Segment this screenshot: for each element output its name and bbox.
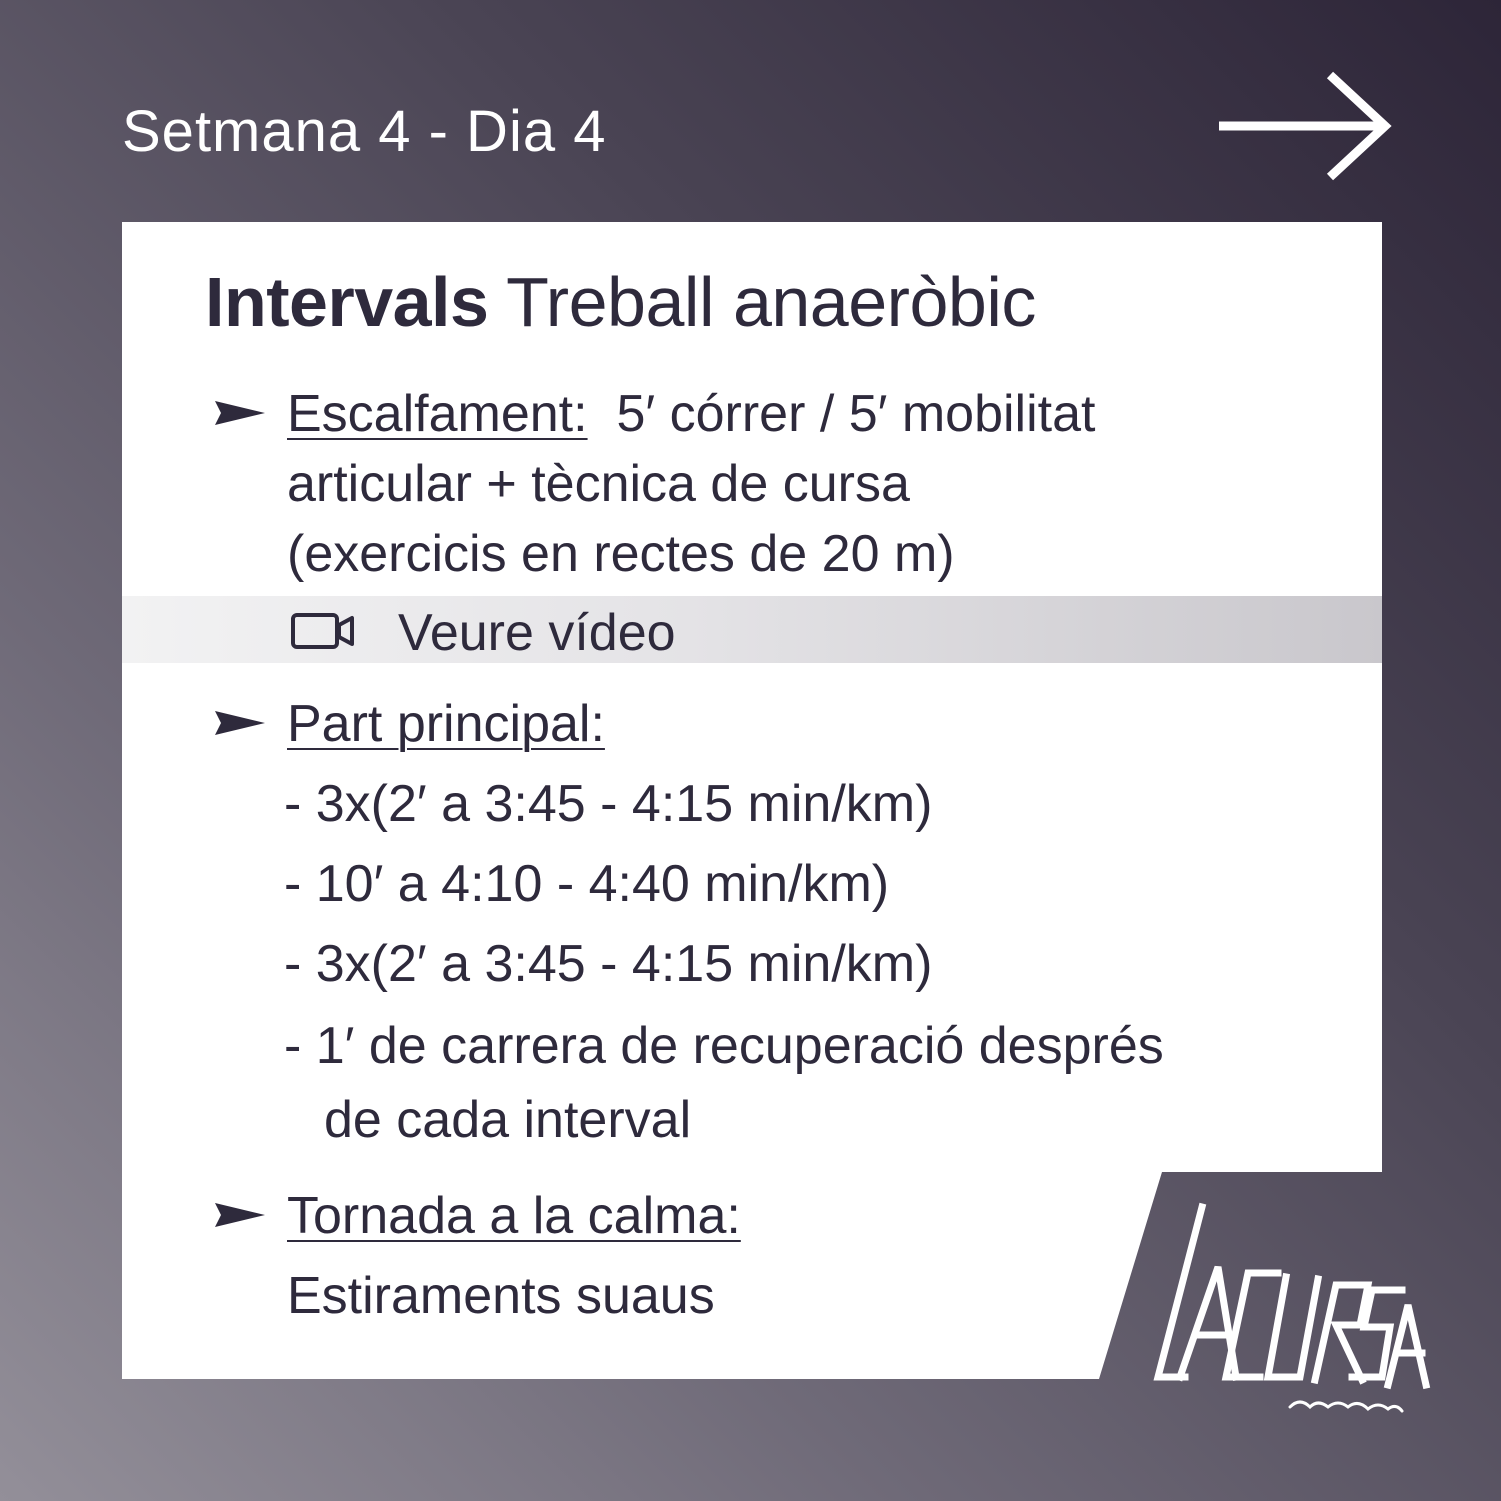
- title-subtitle: Treball anaeròbic: [506, 263, 1036, 341]
- cooldown-heading: [287, 1187, 741, 1245]
- bullet-arrow-icon: [215, 398, 265, 428]
- warmup-heading: Escalfament:: [287, 385, 588, 443]
- main-item-4: - 1′ de carrera de recuperació després: [284, 1017, 1164, 1075]
- video-camera-icon[interactable]: [290, 610, 356, 652]
- main-heading: [287, 695, 605, 753]
- warmup-line-3: (exercicis en rectes de 20 m): [287, 525, 955, 583]
- cooldown-text: Estiraments suaus: [287, 1267, 715, 1325]
- main-item-3: - 3x(2′ a 3:45 - 4:15 min/km): [284, 935, 933, 993]
- main-item-4-continued: de cada interval: [324, 1091, 692, 1149]
- la-cursa-logo: [1140, 1195, 1440, 1425]
- title-bold: Intervals: [205, 263, 489, 341]
- main-item-1: - 3x(2′ a 3:45 - 4:15 min/km): [284, 775, 933, 833]
- watch-video-label[interactable]: Veure vídeo: [398, 604, 676, 662]
- card-title: [205, 262, 1036, 342]
- cooldown-heading-text: Tornada a la calma:: [287, 1187, 741, 1245]
- main-item-2: - 10′ a 4:10 - 4:40 min/km): [284, 855, 890, 913]
- main-heading-text: Part principal:: [287, 695, 605, 753]
- warmup-line-2: articular + tècnica de cursa: [287, 455, 910, 513]
- warmup-line-1: [287, 385, 1096, 443]
- bullet-arrow-icon: [215, 1200, 265, 1230]
- bullet-arrow-icon: [215, 708, 265, 738]
- day-label: Setmana 4 - Dia 4: [122, 99, 607, 164]
- next-arrow-icon[interactable]: [1215, 70, 1395, 182]
- warmup-detail: 5′ córrer / 5′ mobilitat: [616, 385, 1096, 443]
